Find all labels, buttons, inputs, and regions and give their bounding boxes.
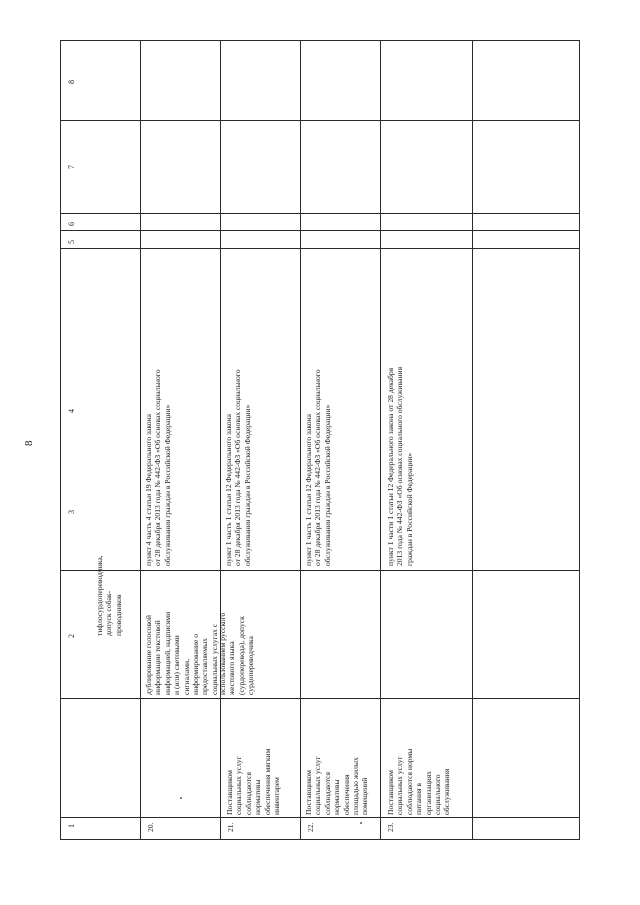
table-rule — [60, 230, 580, 231]
table-rule — [60, 40, 580, 41]
cell-line: социальных услуг — [234, 756, 244, 815]
cell-line: и (или) световыми — [172, 635, 182, 695]
cell-line: от 28 декабря 2013 года № 442-ФЗ «Об основах социального — [153, 369, 163, 566]
cell-legal-basis — [224, 369, 252, 566]
column-header: 8 — [67, 80, 76, 84]
cell-requirement — [144, 612, 219, 695]
table-rule — [579, 40, 580, 840]
table-rule — [60, 40, 61, 840]
cell-line: пункт 1 часть 1 статьи 12 Федерального закона — [224, 414, 233, 566]
cell-line: пункт 1 части 1 статьи 12 Федерального закона от 28 декабря — [386, 367, 395, 566]
cell-line: инвентарем — [272, 777, 282, 815]
cell-line: дублирование голосовой — [144, 615, 153, 695]
column-header: 7 — [67, 165, 76, 169]
cell-line: обеспечения мягким — [262, 748, 272, 815]
row-number: 22. — [306, 822, 315, 832]
cell-line: соблюдаются — [243, 772, 253, 815]
table-rule — [60, 570, 580, 571]
cell-line: социальных услуг — [395, 756, 405, 815]
cell-line: (сурдоперевода), допуск — [236, 616, 246, 695]
cell-line: от 28 декабря 2013 года № 442-ФЗ «Об основах социального — [313, 369, 323, 566]
cell-line: обслуживания граждан в Российской Федерации» — [242, 404, 252, 566]
cell-legal-basis — [386, 367, 414, 566]
row-number: 20. — [146, 822, 155, 832]
cell-line: помещений — [360, 777, 370, 815]
cell-line: тифлосурдопереводчика, — [95, 555, 104, 636]
cell-line: сурдопереводчика — [246, 636, 256, 695]
cell-line: соблюдаются — [322, 772, 332, 815]
cell-line: от 28 декабря 2013 года № 442-ФЗ «Об основах социального — [233, 369, 243, 566]
cell-line: проводников — [113, 594, 123, 636]
column-header: 4 — [67, 409, 76, 413]
cell-line: нормативы — [253, 779, 263, 815]
cell-line: обслуживания граждан в Российской Федерации» — [322, 404, 332, 566]
requirements-table — [60, 40, 580, 840]
cell-line: информацией, надписями — [162, 611, 172, 695]
scan-speck — [180, 797, 182, 799]
cell-line: Поставщиком — [386, 770, 395, 815]
cell-line: предоставляемых — [200, 638, 210, 695]
cell-requirement-continuation — [95, 555, 123, 636]
column-header: 6 — [67, 222, 76, 226]
cell-legal-basis — [144, 369, 172, 566]
row-number: 21. — [226, 822, 235, 832]
cell-line: социальных услуг — [313, 756, 323, 815]
cell-line: обслуживания — [442, 768, 452, 815]
cell-legal-basis — [304, 369, 332, 566]
cell-line: обеспечения — [341, 774, 351, 815]
scan-speck — [360, 822, 362, 824]
cell-line: сигналами, — [181, 659, 191, 695]
cell-line: площадью жилых — [351, 757, 361, 815]
table-rule — [60, 839, 580, 840]
cell-line: допуск собак- — [104, 590, 114, 636]
cell-line: Поставщиком — [225, 770, 234, 815]
column-header: 5 — [67, 240, 76, 244]
column-header: 3 — [67, 510, 76, 514]
cell-requirement — [386, 749, 452, 815]
table-rule — [220, 40, 221, 840]
cell-line: граждан в Российской Федерации» — [404, 452, 414, 566]
cell-requirement-cont — [218, 613, 256, 695]
cell-line: соблюдаются нормы — [404, 748, 414, 815]
table-rule — [380, 40, 381, 840]
cell-line: использованием русского — [218, 612, 227, 695]
cell-line: социальных услугах с — [209, 623, 219, 695]
cell-line: информации текстовой — [153, 620, 163, 695]
table-rule — [140, 40, 141, 840]
cell-line: питания в — [414, 782, 424, 815]
cell-line: жестового языка — [227, 641, 237, 695]
row-number: 23. — [386, 822, 395, 832]
table-rule — [60, 817, 580, 818]
cell-line: информирование о — [191, 633, 201, 695]
table-rule — [60, 698, 580, 699]
table-rule — [300, 40, 301, 840]
cell-line: пункт 4 часть 4 статьи 19 Федерального закона — [144, 414, 153, 566]
cell-requirement — [304, 756, 370, 815]
column-header: 1 — [67, 824, 76, 828]
table-rule — [472, 40, 473, 840]
table-rule — [60, 248, 580, 249]
cell-line: социального — [433, 774, 443, 815]
cell-line: Поставщиком — [304, 770, 313, 815]
page-number: 8 — [23, 440, 35, 446]
cell-line: пункт 1 часть 1 статьи 12 Федерального закона — [304, 414, 313, 566]
table-rule — [60, 120, 580, 121]
cell-line: 2013 года № 442-ФЗ «Об основах социального обслуживания — [395, 366, 405, 566]
cell-line: организациях — [423, 771, 433, 815]
cell-line: обслуживания граждан в Российской Федерации» — [162, 404, 172, 566]
cell-requirement — [225, 749, 281, 815]
cell-line: нормативы — [332, 779, 342, 815]
table-rule — [60, 213, 580, 214]
column-header: 2 — [67, 634, 76, 638]
